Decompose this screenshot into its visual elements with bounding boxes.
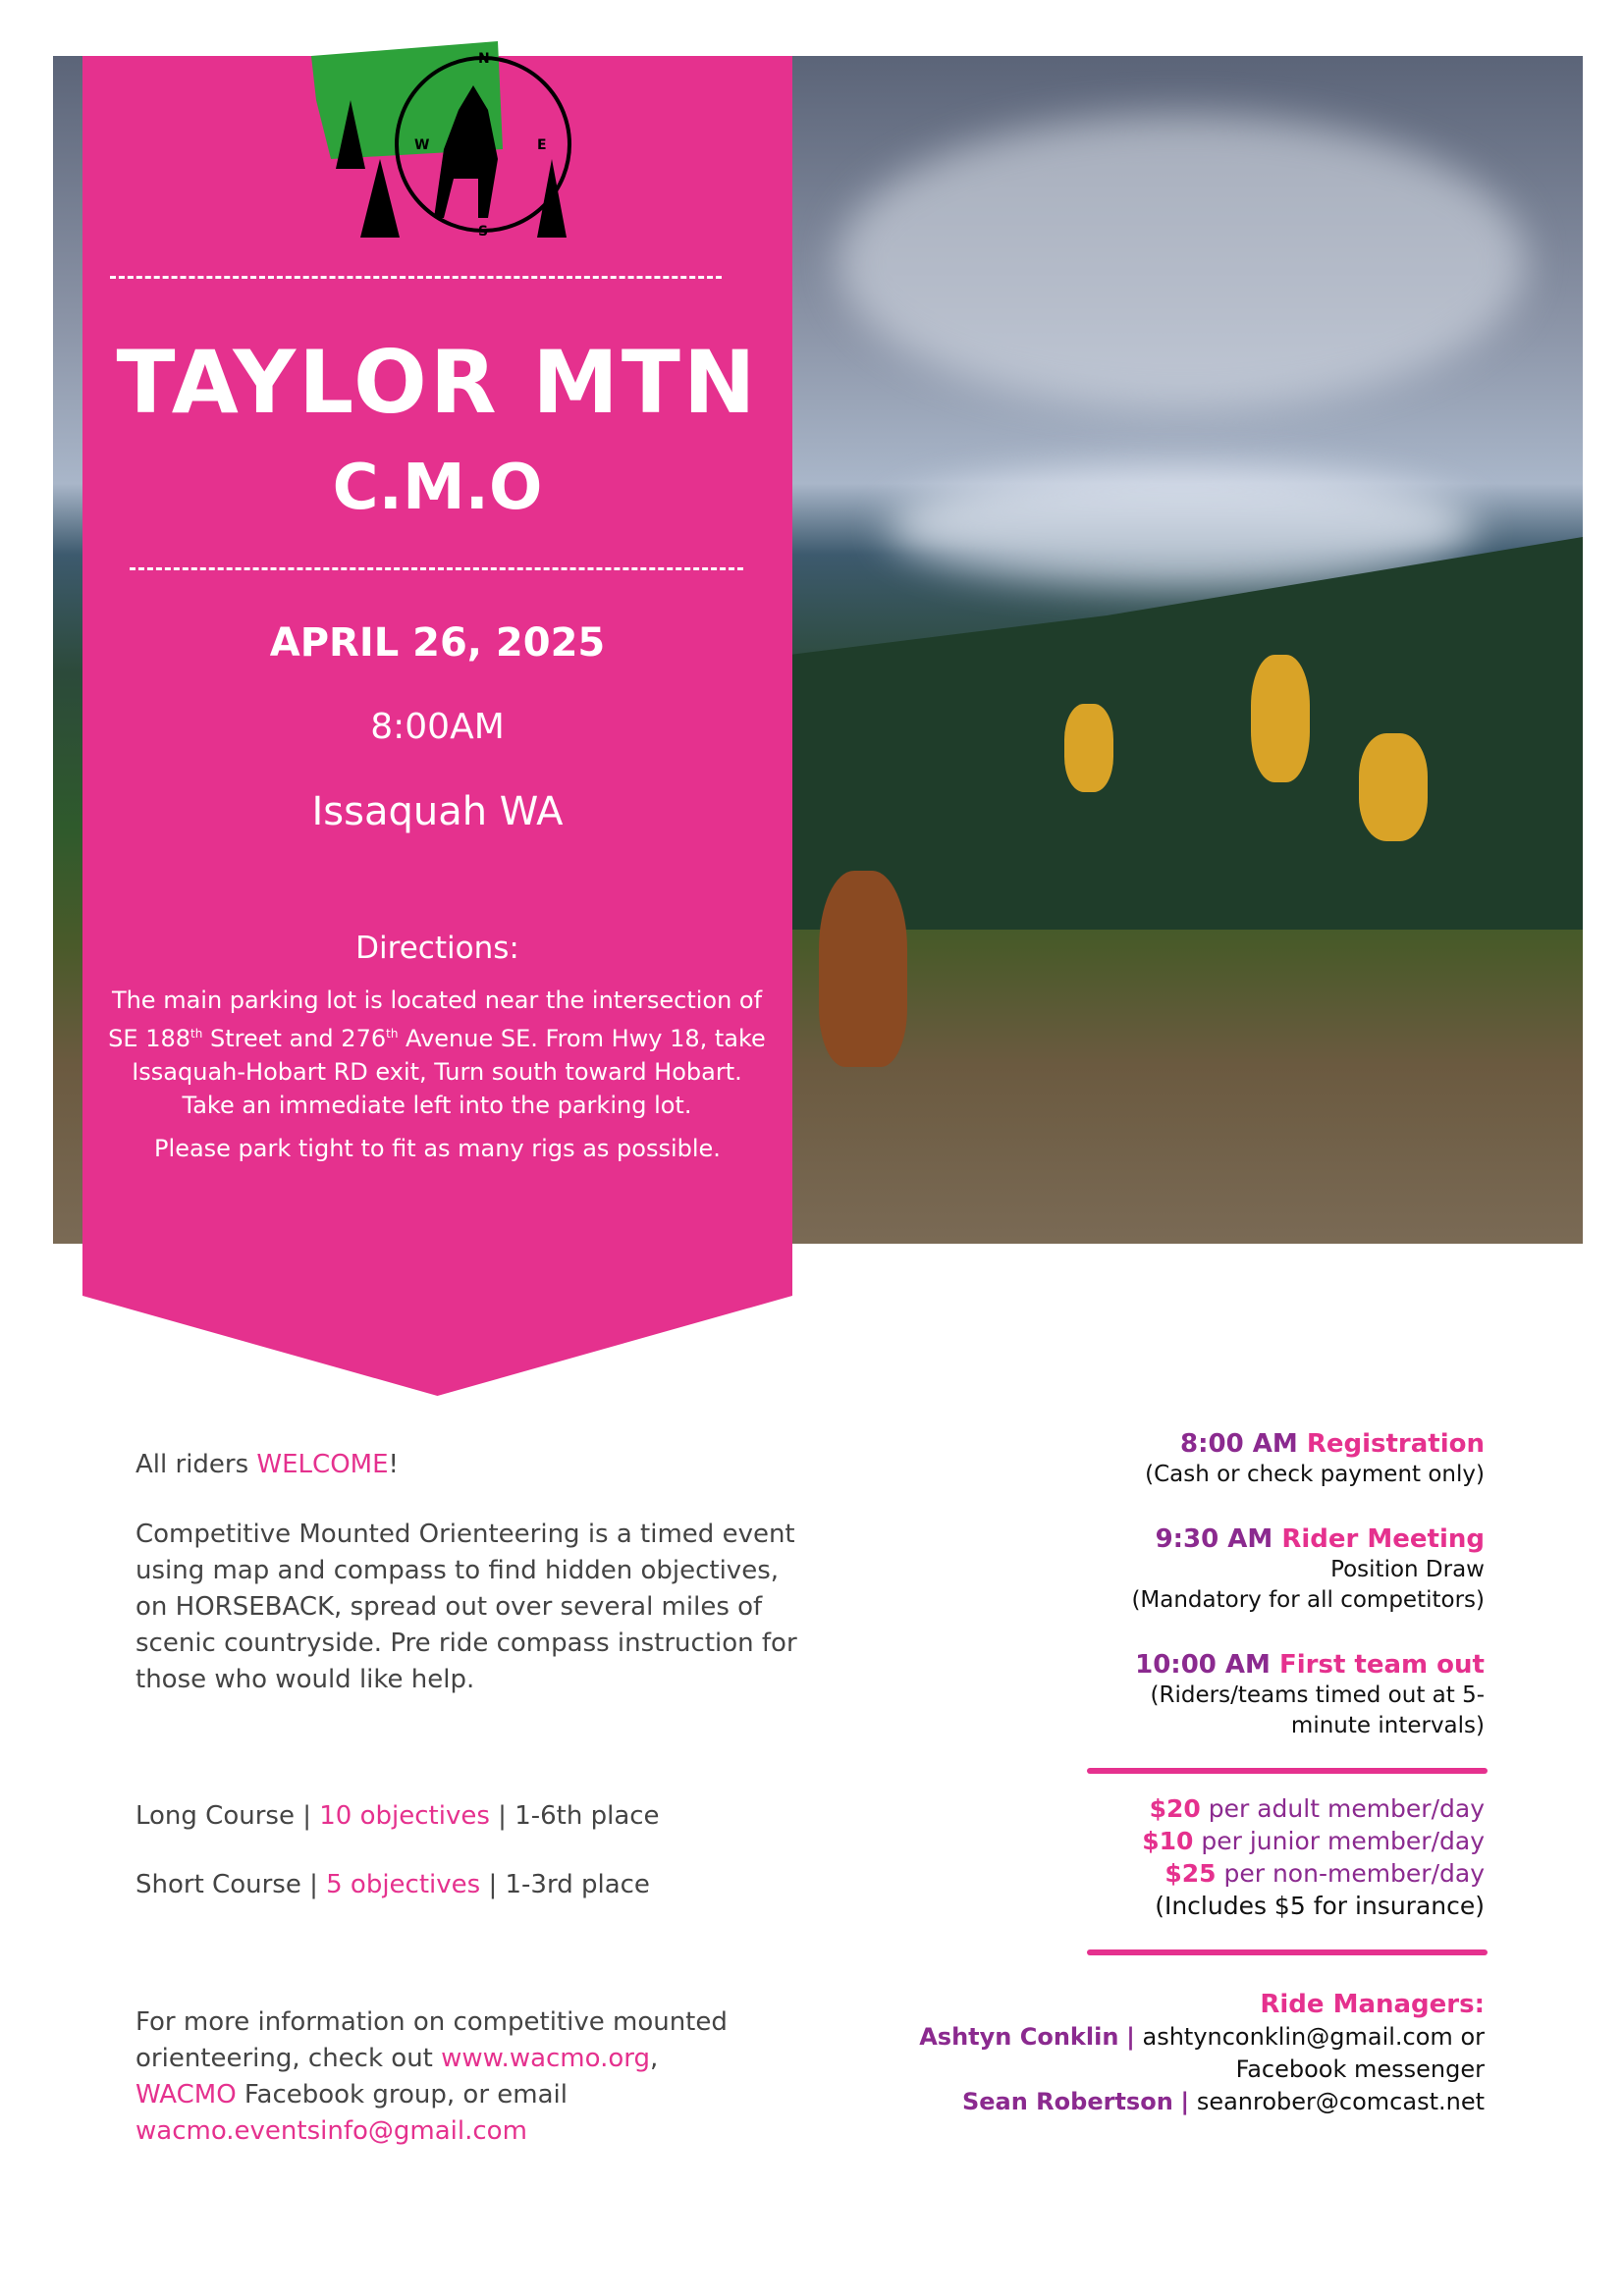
directions-text: The main parking lot is located near the intersection of SE 188th Street and 276th Avenue SE. From Hwy 18, take Issaquah-Hobart RD exit, Turn south toward Hobart. Take an immediate left into the parking lot. xyxy=(108,987,766,1119)
svg-text:W: W xyxy=(414,137,430,153)
schedule-item: 9:30 AM Rider Meeting Position Draw (Mandatory for all competitors) xyxy=(1131,1524,1485,1613)
website-link[interactable]: www.wacmo.org xyxy=(441,2044,650,2073)
manager-email[interactable]: seanrober@comcast.net xyxy=(1196,2088,1485,2115)
event-location: Issaquah WA xyxy=(311,789,564,834)
email-link[interactable]: wacmo.eventsinfo@gmail.com xyxy=(135,2116,527,2146)
event-time: 8:00AM xyxy=(370,707,505,747)
ride-managers: Ride Managers: Ashtyn Conklin | ashtynconklin@gmail.com or Facebook messenger Sean Robertson | seanrober@comcast.net xyxy=(919,1990,1485,2115)
event-title: TAYLOR MTN xyxy=(116,332,759,433)
wacmo-logo xyxy=(301,41,576,242)
horse xyxy=(819,871,907,1067)
svg-text:N: N xyxy=(478,51,490,67)
parking-note: Please park tight to fit as many rigs as possible. xyxy=(154,1135,721,1162)
svg-text:E: E xyxy=(537,137,547,153)
course-long: Long Course | 10 objectives | 1-6th place xyxy=(135,1801,660,1831)
course-short: Short Course | 5 objectives | 1-3rd place xyxy=(135,1870,650,1899)
directions-heading: Directions: xyxy=(355,931,519,966)
divider xyxy=(1087,1949,1488,1955)
divider xyxy=(130,567,743,570)
more-info: For more information on competitive mounted orienteering, check out www.wacmo.org, WACMO Facebook group, or email wacmo.eventsinfo@gmail.com xyxy=(135,2007,728,2146)
welcome-line: All riders WELCOME! xyxy=(135,1450,399,1479)
cmo-description: Competitive Mounted Orienteering is a timed event using map and compass to find hidden objectives, on HORSEBACK, spread out over several miles of scenic countryside. Pre ride compass instruction for those who would like help. xyxy=(135,1520,797,1694)
divider xyxy=(1087,1768,1488,1774)
event-date: APRIL 26, 2025 xyxy=(269,620,606,666)
schedule-item: 10:00 AM First team out (Riders/teams timed out at 5- minute intervals) xyxy=(1135,1650,1485,1738)
event-subtitle: C.M.O xyxy=(332,452,543,524)
schedule-item: 8:00 AM Registration (Cash or check payment only) xyxy=(1145,1429,1485,1487)
facebook-group-link[interactable]: WACMO xyxy=(135,2080,237,2109)
manager-email[interactable]: ashtynconklin@gmail.com or xyxy=(1142,2023,1485,2051)
divider xyxy=(110,276,722,279)
svg-text:S: S xyxy=(478,224,489,240)
fees: $20 per adult member/day $10 per junior member/day $25 per non-member/day (Includes $5 for insurance) xyxy=(1142,1794,1485,1920)
